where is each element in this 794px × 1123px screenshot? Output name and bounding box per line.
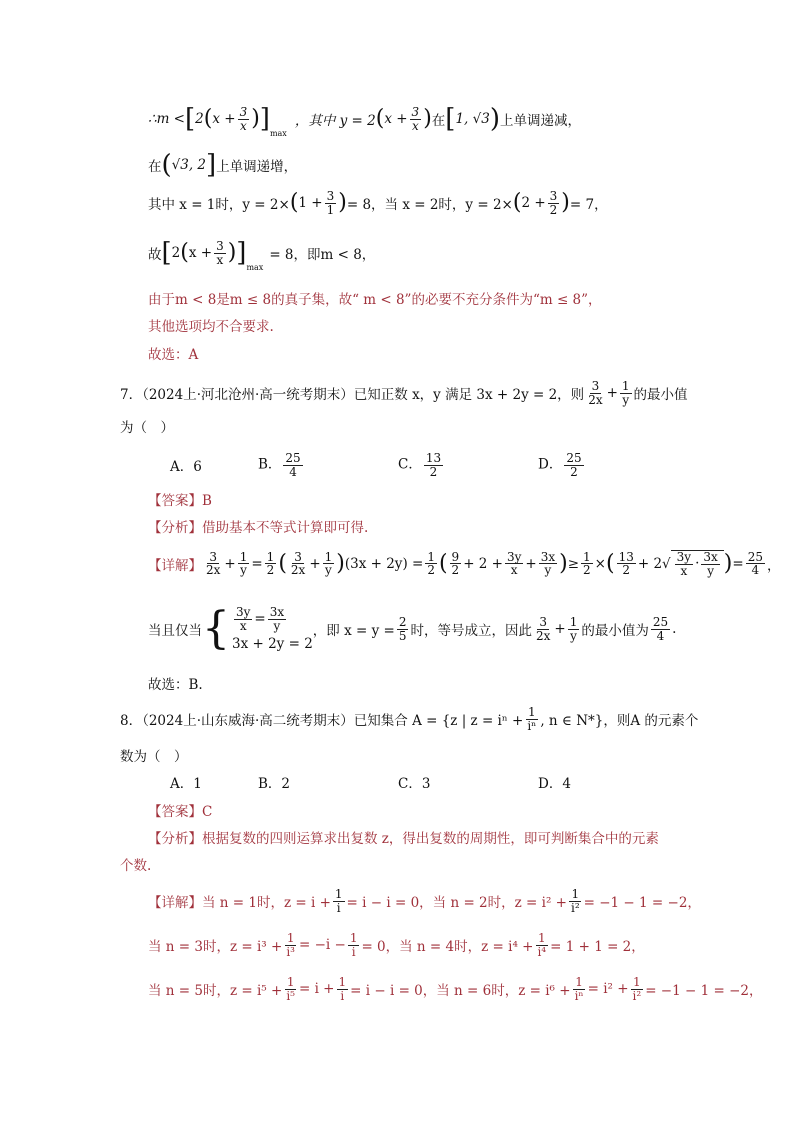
fraction: $\frac{1}{\text{iⁿ}}$	[527, 705, 537, 733]
option-b: B．2	[258, 776, 291, 792]
fraction: $\frac{25}{4}$	[747, 549, 763, 578]
solution-line-2: 在 ( √3, 2 ] 上单调递增，	[148, 150, 298, 180]
fraction: $\frac{3}{x}$	[239, 105, 248, 133]
fraction: $\frac{1}{y}$	[569, 615, 578, 643]
equation-system: $\frac{3y}{x}$ = $\frac{3x}{y}$ 3x + 2y = 2	[232, 605, 313, 653]
question-7-options	[170, 452, 586, 478]
brace-icon: {	[202, 603, 230, 655]
question-8-detail-2: 当 n = 3时，z = i³ + $\frac{1}{\text{i³}}$ = −i − $\frac{1}{i}$ = 0，当 n = 4时，z = i⁴ + $\frac{1}{\text{i⁴}}$ = 1 + 1 = 2，	[148, 931, 645, 959]
option-d: D．4	[538, 776, 571, 792]
fraction: $\frac{1}{y}$	[621, 379, 630, 407]
fraction: $\frac{3}{x}$	[216, 239, 224, 267]
fraction: $\frac{1}{i}$	[334, 887, 343, 915]
option-c: C． $\frac{13}{2}$	[398, 451, 442, 479]
fraction: $\frac{25}{2}$	[566, 451, 582, 479]
question-8-analysis-cont: 个数.	[120, 858, 152, 874]
fraction: $\frac{1}{\text{i⁴}}$	[537, 931, 547, 959]
fraction: $\frac{3}{2}$	[549, 189, 558, 217]
solution-line-1: ∴m < [ 2 ( x + $\frac{3}{x}$ ) ] max ，其中 y = 2 ( x + $\frac{3}{x}$ ) 在 [ 1, √3 ) 上单调递减，	[148, 104, 581, 139]
question-8-options	[170, 772, 571, 792]
fraction: $\frac{1}{2}$	[266, 549, 275, 578]
option-a: A．1	[170, 776, 202, 792]
fraction: $\frac{1}{i}$	[349, 931, 358, 959]
question-7-equality: 当且仅当 { $\frac{3y}{x}$ = $\frac{3x}{y}$ 3x + 2y = 2 ，即 x = y = $\frac{2}{5}$ 时，等号成立，因此 $\frac{3}{2x}$ + $\frac{1}{y}$ 的最小值为 $\frac{25}{4}$ .	[148, 603, 677, 655]
fraction: $\frac{3}{2x}$	[588, 379, 603, 407]
fraction: $\frac{3x}{y}$	[540, 549, 556, 578]
solution-line-6: 其他选项均不合要求.	[148, 319, 274, 335]
fraction: $\frac{1}{y}$	[239, 549, 248, 578]
option-a: A．6	[170, 459, 202, 476]
question-8-answer: 【答案】C	[148, 804, 213, 820]
fraction: $\frac{3}{1}$	[326, 189, 335, 217]
option-b: B． $\frac{25}{4}$	[258, 451, 301, 479]
fraction: $\frac{9}{2}$	[451, 549, 460, 578]
question-7-choice: 故选：B.	[148, 677, 203, 693]
solution-line-3: 其中 x = 1时，y = 2× ( 1 + $\frac{3}{1}$ ) = 8，当 x = 2时，y = 2× ( 2 + $\frac{3}{2}$ ) = 7，	[148, 189, 608, 217]
fraction: $\frac{1}{2}$	[583, 549, 591, 578]
fraction: $\frac{3y}{x}$	[236, 605, 251, 633]
question-7-stem-cont: 为（ ）	[120, 420, 174, 436]
fraction: $\frac{1}{2}$	[427, 549, 435, 578]
fraction: $\frac{3}{2x}$	[290, 549, 306, 578]
question-7-detail: 【详解】 $\frac{3}{2x}$ + $\frac{1}{y}$ = $\frac{1}{2}$ ( $\frac{3}{2x}$ + $\frac{1}{y}$ ) (3x + 2y) = $\frac{1}{2}$ ( $\frac{9}{2}$ + 2 + $\frac{3y}{x}$ + $\frac{3x}{y}$ ) ≥ $\frac{1}{2}$ × ( $\frac{13}{2}$ + 2√ $\frac{3y}{x}$ · $\frac{3x}{y}$ ) = $\frac{25}{4}$ ，	[148, 549, 781, 578]
solution-line-4: 故 [ 2 ( x + $\frac{3}{x}$ ) ] max = 8，即m < 8，	[148, 238, 376, 273]
option-c: C．3	[398, 776, 431, 792]
fraction: $\frac{13}{2}$	[425, 451, 442, 479]
fraction: $\frac{1}{\text{i³}}$	[286, 931, 295, 959]
question-8-detail-3: 当 n = 5时，z = i⁵ + $\frac{1}{\text{i⁵}}$ = i + $\frac{1}{i}$ = i − i = 0，当 n = 6时，z = i⁶ + $\frac{1}{\text{iⁿ}}$ = i² + $\frac{1}{\text{i²}}$ = −1 − 1 = −2，	[148, 975, 763, 1003]
question-8-stem: 8．（2024上·山东威海·高二统考期末）已知集合 A = {z | z = iⁿ + $\frac{1}{\text{iⁿ}}$ , n ∈ N*}，则A 的元素个	[120, 705, 699, 733]
fraction: $\frac{3x}{y}$	[703, 550, 718, 578]
fraction: $\frac{2}{5}$	[398, 615, 407, 643]
fraction: $\frac{3y}{x}$	[676, 550, 692, 578]
question-7-stem: 7．（2024上·河北沧州·高一统考期末）已知正数 x，y 满足 3x + 2y = 2，则 $\frac{3}{2x}$ + $\frac{1}{y}$ 的最小值	[120, 379, 688, 407]
question-7-answer: 【答案】B	[148, 493, 212, 509]
fraction: $\frac{1}{y}$	[324, 549, 333, 578]
fraction: $\frac{13}{2}$	[618, 549, 634, 578]
question-7-analysis: 【分析】 借助基本不等式计算即可得.	[148, 520, 369, 536]
fraction: $\frac{1}{\text{i⁵}}$	[286, 975, 295, 1003]
fraction: $\frac{3y}{x}$	[506, 549, 522, 578]
fraction: $\frac{25}{4}$	[652, 615, 669, 643]
option-d: D． $\frac{25}{2}$	[538, 451, 582, 479]
fraction: $\frac{1}{\text{iⁿ}}$	[574, 975, 584, 1003]
fraction: $\frac{3}{2x}$	[535, 615, 551, 643]
question-8-detail-1: 【详解】 当 n = 1时，z = i + $\frac{1}{i}$ = i − i = 0，当 n = 2时，z = i² + $\frac{1}{\text{i²}}$ = −1 − 1 = −2，	[148, 887, 701, 915]
fraction: $\frac{25}{4}$	[285, 451, 301, 479]
fraction: $\frac{3}{x}$	[411, 105, 420, 133]
fraction: $\frac{1}{i}$	[338, 975, 347, 1003]
fraction: $\frac{3}{2x}$	[206, 549, 221, 578]
question-8-analysis: 【分析】 根据复数的四则运算求出复数 z，得出复数的周期性，即可判断集合中的元素	[148, 831, 659, 847]
solution-choice: 故选：A	[148, 347, 199, 363]
solution-line-5: 由于m < 8是m ≤ 8的真子集，故“ m < 8”的必要不充分条件为“m ≤ 8”，	[148, 292, 602, 308]
fraction: $\frac{3x}{y}$	[269, 605, 285, 633]
fraction: $\frac{1}{\text{i²}}$	[632, 975, 642, 1003]
fraction: $\frac{1}{\text{i²}}$	[570, 887, 580, 915]
question-8-stem-cont: 数为（ ）	[120, 749, 188, 765]
